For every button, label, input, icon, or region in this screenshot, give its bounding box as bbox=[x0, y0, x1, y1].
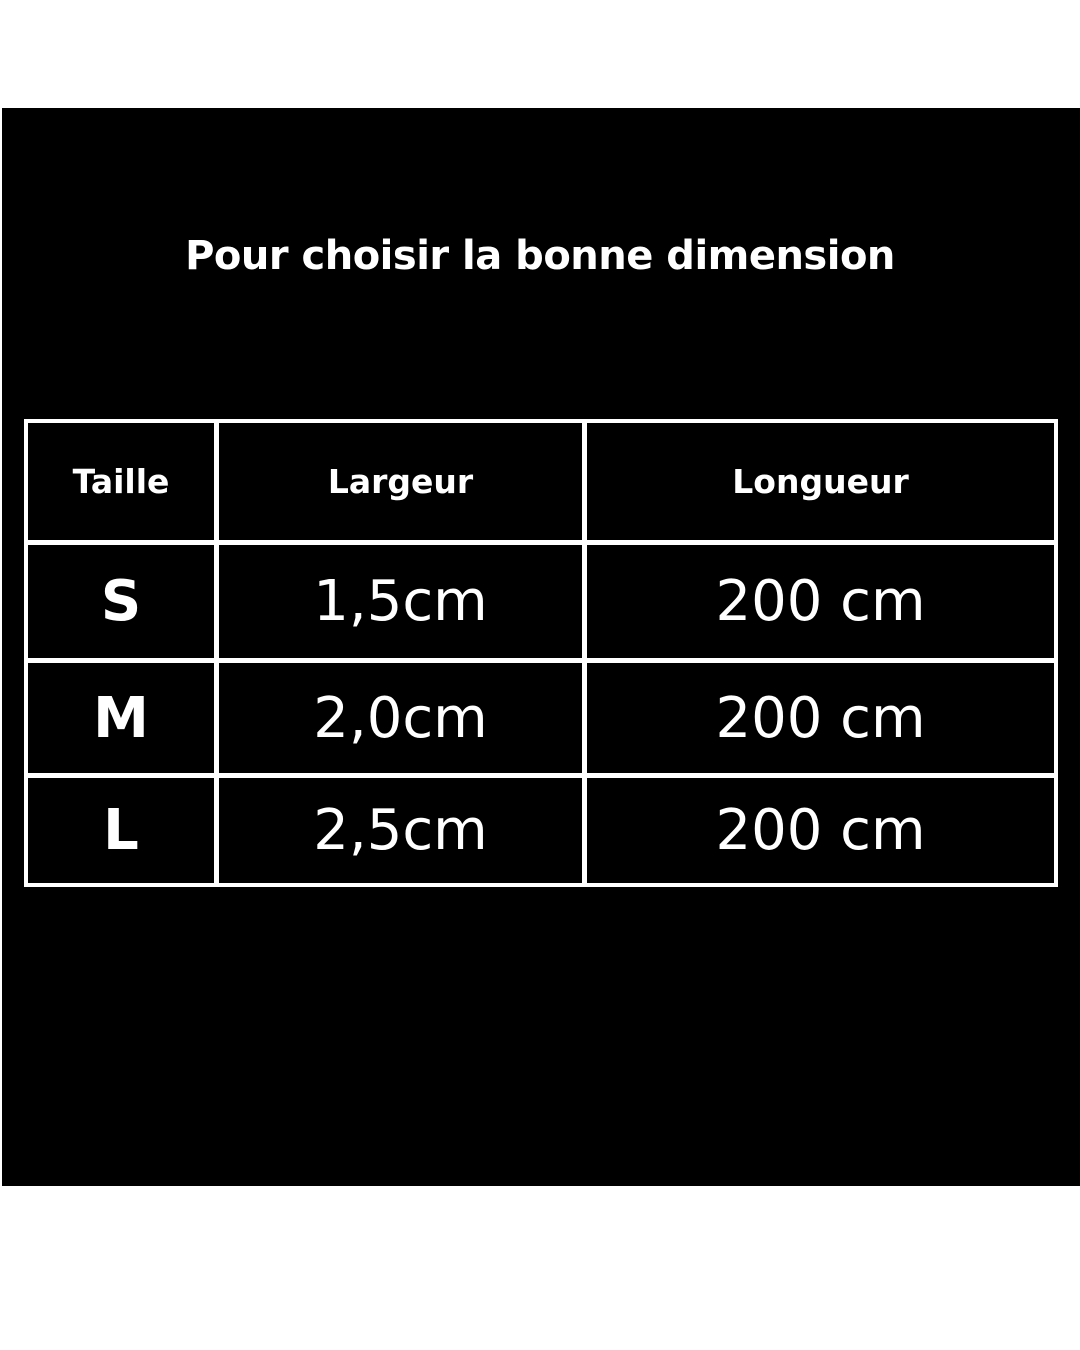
width-cell: 2,0cm bbox=[313, 685, 488, 751]
width-cell: 1,5cm bbox=[313, 569, 488, 634]
size-cell: S bbox=[100, 569, 142, 634]
length-cell: 200 cm bbox=[715, 685, 926, 751]
page-title: Pour choisir la bonne dimension bbox=[185, 233, 895, 279]
size-table bbox=[24, 419, 1058, 887]
header-taille: Taille bbox=[72, 462, 170, 501]
length-cell: 200 cm bbox=[715, 798, 926, 863]
size-cell: M bbox=[93, 685, 149, 751]
width-cell: 2,5cm bbox=[313, 798, 488, 863]
header-largeur: Largeur bbox=[327, 462, 474, 501]
header-longueur: Longueur bbox=[732, 462, 909, 501]
size-cell: L bbox=[103, 798, 139, 863]
length-cell: 200 cm bbox=[715, 569, 926, 634]
